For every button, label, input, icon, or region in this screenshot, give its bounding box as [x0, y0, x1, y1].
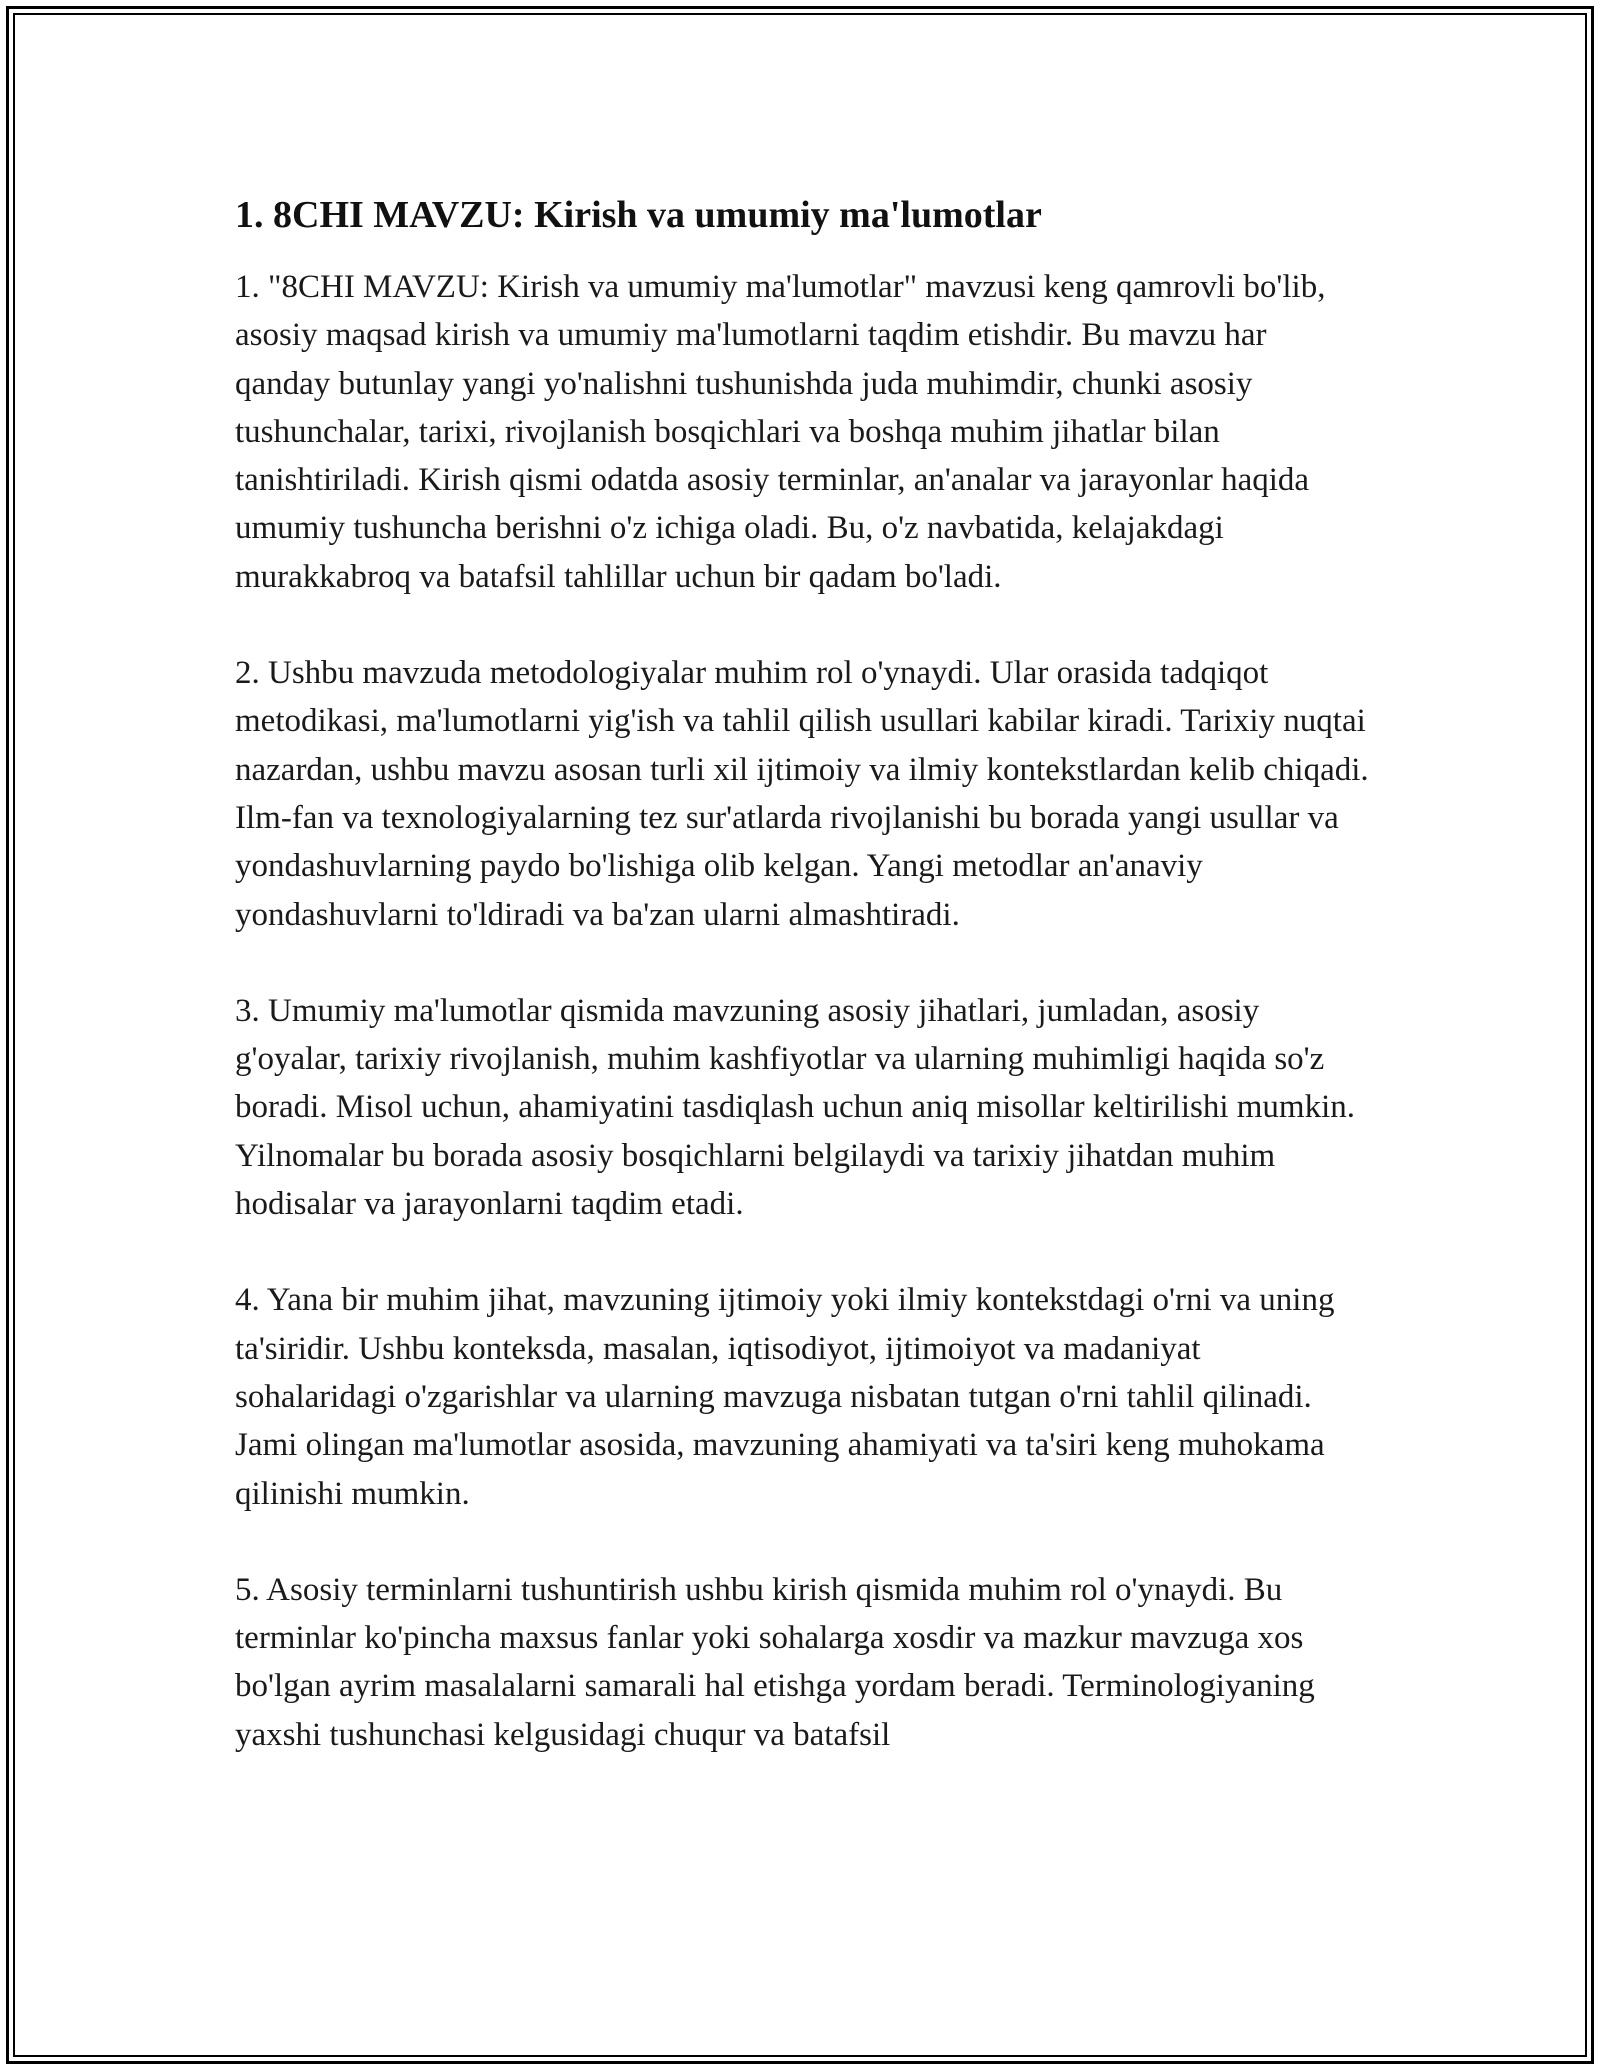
- paragraph-2: 2. Ushbu mavzuda metodologiyalar muhim rol o'ynaydi. Ular orasida tadqiqot metodikasi, ma'lumotlarni yig'ish va tahlil qilish usullari kabilar kiradi. Tarixiy nuqtai nazardan, ushbu mavzu asosan turli xil ijtimoiy va ilmiy kontekstlardan kelib chiqadi. Ilm-fan va texnologiyalarning tez sur'atlarda rivojlanishi bu borada yangi usullar va yondashuvlarning paydo bo'lishiga olib kelgan. Yangi metodlar an'anaviy yondashuvlarni to'ldiradi va ba'zan ularni almashtiradi.: [235, 655, 1369, 933]
- paragraph-5: 5. Asosiy terminlarni tushuntirish ushbu kirish qismida muhim rol o'ynaydi. Bu terminlar ko'pincha maxsus fanlar yoki sohalarga xosdir va mazkur mavzuga xos bo'lgan ayrim masalalarni samarali hal etishga yordam beradi. Terminologiyaning yaxshi tushunchasi kelgusidagi chuqur va batafsil: [235, 1571, 1315, 1753]
- paragraph-4: 4. Yana bir muhim jihat, mavzuning ijtimoiy yoki ilmiy kontekstdagi o'rni va uning ta'siridir. Ushbu konteksda, masalan, iqtisodiyot, ijtimoiyot va madaniyat sohalaridagi o'zgarishlar va ularning mavzuga nisbatan tutgan o'rni tahlil qilinadi. Jami olingan ma'lumotlar asosida, mavzuning ahamiyati va ta'siri keng muhokama qilinishi mumkin.: [235, 1282, 1335, 1512]
- document-title: 1. 8CHI MAVZU: Kirish va umumiy ma'lumotlar: [235, 194, 1042, 236]
- paragraph-3: 3. Umumiy ma'lumotlar qismida mavzuning asosiy jihatlari, jumladan, asosiy g'oyalar, tarixiy rivojlanish, muhim kashfiyotlar va ularning muhimligi haqida so'z boradi. Misol uchun, ahamiyatini tasdiqlash uchun aniq misollar keltirilishi mumkin. Yilnomalar bu borada asosiy bosqichlarni belgilaydi va tarixiy jihatdan muhim hodisalar va jarayonlarni taqdim etadi.: [235, 992, 1356, 1223]
- paragraph-1: 1. "8CHI MAVZU: Kirish va umumiy ma'lumotlar" mavzusi keng qamrovli bo'lib, asosiy maqsad kirish va umumiy ma'lumotlarni taqdim etishdir. Bu mavzu har qanday butunlay yangi yo'nalishni tushunishda juda muhimdir, chunki asosiy tushunchalar, tarixi, rivojlanish bosqichlari va boshqa muhim jihatlar bilan tanishtiriladi. Kirish qismi odatda asosiy terminlar, an'analar va jarayonlar haqida umumiy tushuncha berishni o'z ichiga oladi. Bu, o'z navbatida, kelajakdagi murakkabroq va batafsil tahlillar uchun bir qadam bo'ladi.: [235, 269, 1326, 595]
- document-body: [235, 185, 1370, 1807]
